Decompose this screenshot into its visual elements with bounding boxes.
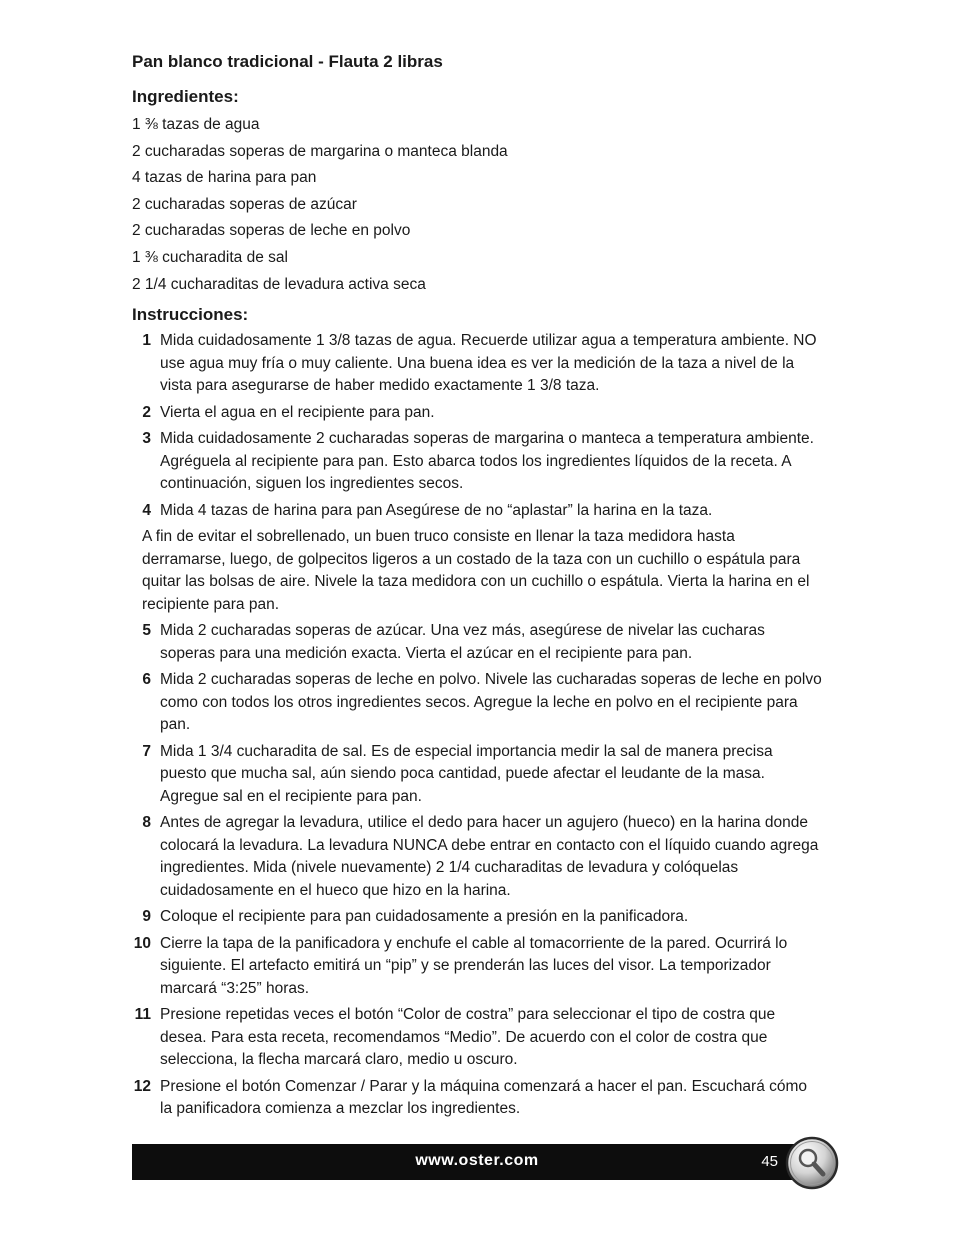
ingredient-item: 2 cucharadas soperas de azúcar bbox=[132, 195, 357, 213]
instruction-step bbox=[132, 1076, 822, 1121]
step-number: 1 bbox=[142, 332, 151, 350]
step-text: Mida cuidadosamente 1 3/8 tazas de agua. Recuerde utilizar agua a temperatura ambiente. NO use agua muy fría o muy caliente. Una buena idea es ver la medición de la taza a nivel de la vista para asegurarse de haber medido exactamente 1 3/8 taza. bbox=[160, 332, 817, 395]
instruction-step bbox=[132, 933, 822, 1001]
instruction-step bbox=[132, 1004, 822, 1072]
recipe-title: Pan blanco tradicional - Flauta 2 libras bbox=[132, 52, 443, 71]
instruction-step bbox=[132, 620, 822, 665]
instruction-step bbox=[132, 428, 822, 496]
page-number: 45 bbox=[761, 1153, 778, 1170]
magnifier-icon bbox=[785, 1136, 839, 1190]
ingredient-item: 4 tazas de harina para pan bbox=[132, 169, 317, 187]
step-text: Antes de agregar la levadura, utilice el dedo para hacer un agujero (hueco) en la harina donde colocará la levadura. La levadura NUNCA debe entrar en contacto con el líquido cuando agrega ingredientes. Mida (nivele nuevamente) 2 1/4 cucharaditas de levadura y colóquelas cuidadosamente en el hueco que hizo en la harina. bbox=[160, 814, 819, 899]
ingredient-item: 1 ⅜ tazas de agua bbox=[132, 116, 260, 133]
website-link[interactable]: www.oster.com bbox=[415, 1152, 539, 1169]
ingredient-item: 2 cucharadas soperas de margarina o manteca blanda bbox=[132, 142, 508, 160]
step-number: 12 bbox=[133, 1077, 151, 1095]
instruction-step bbox=[132, 812, 822, 902]
step-text: Cierre la tapa de la panificadora y enchufe el cable al tomacorriente de la pared. Ocurrirá lo siguiente. El artefacto emitirá un “pip” y se prenderán las luces del visor. La temporizador marcará “3:25” horas. bbox=[160, 934, 788, 997]
step-text: Mida cuidadosamente 2 cucharadas soperas de margarina o manteca a temperatura ambiente. Agréguela al recipiente para pan. Esto abarca todos los ingredientes líquidos de la receta. A continuación, siguen los ingredientes secos. bbox=[160, 430, 814, 493]
instructions-list bbox=[132, 330, 822, 1121]
flour-tip: A fin de evitar el sobrellenado, un buen truco consiste en llenar la taza medidora hasta derramarse, luego, de golpecitos ligeros a un costado de la taza con un cuchillo o espátula para quitar las bolsas de aire. Nivele la taza medidora con un cuchillo o espátula. Vierta la harina en el recipiente para pan. bbox=[142, 528, 810, 613]
step-text: Presione el botón Comenzar / Parar y la máquina comenzará a hacer el pan. Escuchará cómo la panificadora comienza a mezclar los ingredientes. bbox=[160, 1077, 808, 1118]
step-text: Mida 4 tazas de harina para pan Asegúrese de no “aplastar” la harina en la taza. bbox=[160, 501, 713, 519]
step-number: 4 bbox=[142, 501, 151, 519]
step-text: Vierta el agua en el recipiente para pan. bbox=[160, 403, 435, 421]
instructions-heading: Instrucciones: bbox=[132, 305, 249, 325]
ingredients-list bbox=[132, 112, 822, 298]
step-text: Mida 2 cucharadas soperas de leche en polvo. Nivele las cucharadas soperas de leche en polvo como con todos los otros ingredientes secos. Agregue la leche en polvo en el recipiente para pan. bbox=[160, 671, 822, 734]
footer-bar bbox=[132, 1144, 822, 1180]
ingredient-item: 2 cucharadas soperas de leche en polvo bbox=[132, 222, 411, 240]
step-text: Coloque el recipiente para pan cuidadosamente a presión en la panificadora. bbox=[160, 908, 689, 926]
step-number: 11 bbox=[134, 1006, 151, 1024]
step-number: 3 bbox=[142, 430, 151, 448]
instruction-step bbox=[132, 741, 822, 809]
ingredient-item: 2 1/4 cucharaditas de levadura activa seca bbox=[132, 275, 426, 293]
step-text: Mida 2 cucharadas soperas de azúcar. Una vez más, asegúrese de nivelar las cucharas soperas para una medición exacta. Vierta el azúcar en el recipiente para pan. bbox=[160, 622, 765, 662]
step-number: 10 bbox=[133, 934, 151, 952]
ingredient-item: 1 ⅜ cucharadita de sal bbox=[132, 248, 288, 266]
instruction-step bbox=[132, 906, 822, 929]
instruction-step bbox=[132, 669, 822, 737]
step-number: 9 bbox=[142, 908, 151, 926]
step-number: 6 bbox=[142, 671, 151, 689]
instruction-step bbox=[132, 402, 822, 425]
step-number: 8 bbox=[142, 814, 151, 832]
step-number: 2 bbox=[142, 403, 151, 421]
step-number: 5 bbox=[142, 622, 151, 640]
step-number: 7 bbox=[142, 742, 151, 760]
instruction-step bbox=[132, 500, 822, 523]
instruction-step bbox=[132, 330, 822, 398]
step-text: Presione repetidas veces el botón “Color de costra” para seleccionar el tipo de costra que desea. Para esta receta, recomendamos “Medio”. De acuerdo con el color de costra que selecciona, la flecha marcará claro, medio u oscuro. bbox=[160, 1006, 776, 1069]
ingredients-heading: Ingredientes: bbox=[132, 87, 239, 106]
recipe-page bbox=[132, 50, 822, 1125]
step-text: Mida 1 3/4 cucharadita de sal. Es de especial importancia medir la sal de manera precisa puesto que mucha sal, aún siendo poca cantidad, puede afectar el leudante de la masa. Agregue sal en el recipiente para pan. bbox=[160, 742, 773, 805]
